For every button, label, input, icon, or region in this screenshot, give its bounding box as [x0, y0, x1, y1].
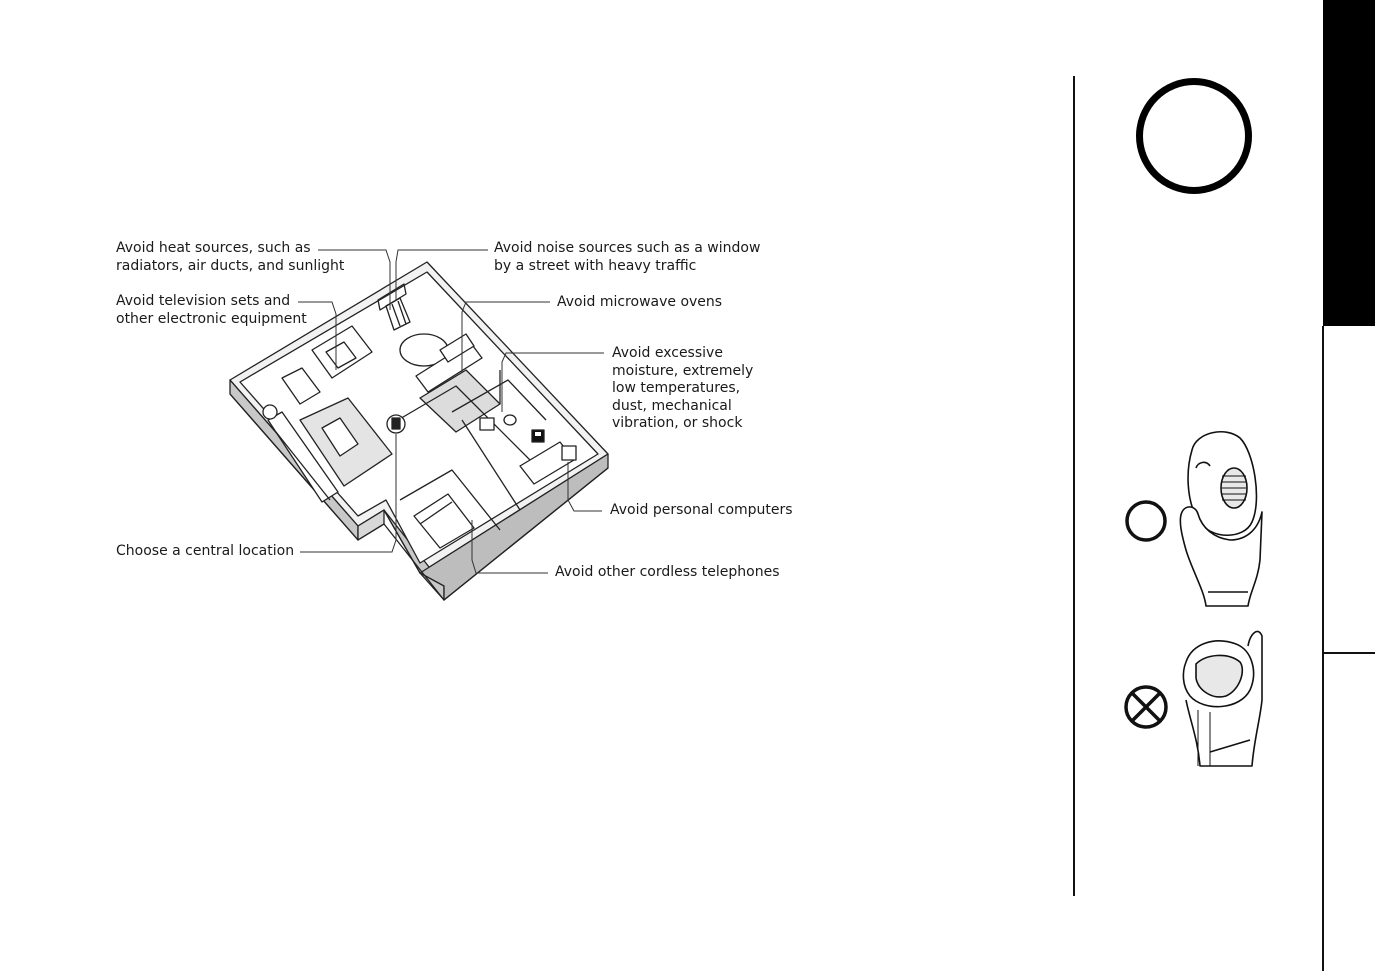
- label-line: radiators, air ducts, and sunlight: [116, 257, 345, 274]
- label-line: Avoid noise sources such as a window: [494, 240, 761, 256]
- section-thumb-tab: [1323, 0, 1375, 326]
- label-personal-computers: [610, 502, 793, 520]
- label-line: Avoid heat sources, such as: [116, 240, 311, 256]
- label-line: moisture, extremely: [612, 362, 754, 379]
- label-line: by a street with heavy traffic: [494, 257, 697, 274]
- label-cordless-telephones: [555, 564, 780, 582]
- label-line: Avoid personal computers: [610, 502, 793, 518]
- page-edge-rule: [1322, 326, 1324, 971]
- circle-icon: [1127, 502, 1165, 540]
- circle-icon: [1136, 78, 1252, 194]
- label-television: [116, 293, 307, 328]
- section-tab-divider: [1323, 652, 1375, 654]
- label-line: Avoid other cordless telephones: [555, 564, 780, 580]
- label-microwave: [557, 294, 722, 312]
- label-line: low temperatures,: [612, 380, 741, 396]
- label-heat-sources: [116, 240, 344, 275]
- label-line: dust, mechanical: [612, 397, 732, 414]
- label-moisture: [612, 345, 753, 433]
- label-line: Avoid excessive: [612, 345, 723, 361]
- label-noise-sources: [494, 240, 760, 275]
- label-line: Choose a central location: [116, 543, 295, 559]
- label-line: Avoid television sets and: [116, 293, 291, 309]
- label-line: other electronic equipment: [116, 310, 307, 327]
- handset-held-incorrectly-illustration: [1183, 631, 1262, 766]
- label-line: Avoid microwave ovens: [557, 294, 723, 310]
- handset-held-correctly-illustration: [1180, 432, 1262, 606]
- label-line: vibration, or shock: [612, 415, 743, 431]
- crossed-circle-icon: [1126, 687, 1166, 727]
- margin-divider: [1073, 76, 1075, 896]
- label-central-location: [116, 543, 294, 561]
